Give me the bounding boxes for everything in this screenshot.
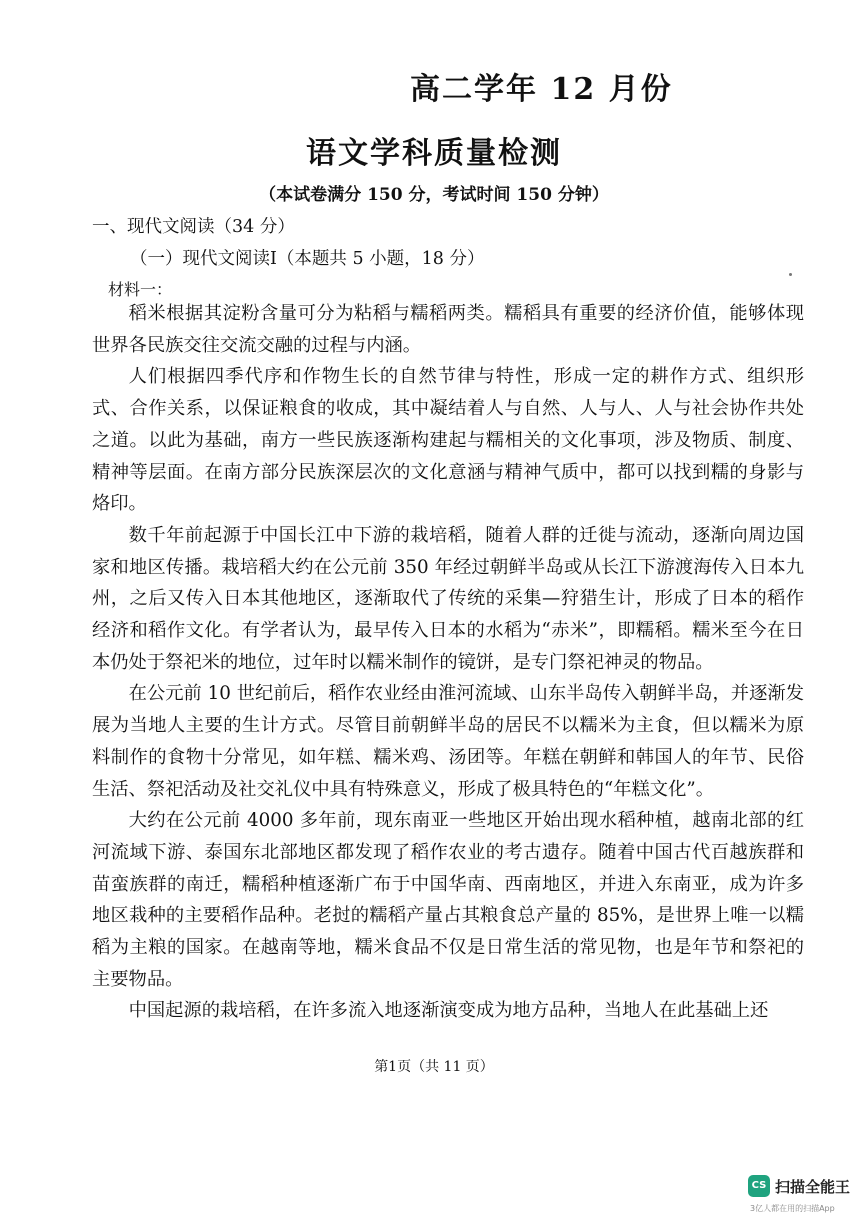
- watermark-app-name: 扫描全能王: [775, 1178, 851, 1196]
- material-label: 材料一：: [108, 280, 173, 299]
- exam-subtitle: （本试卷满分 150 分，考试时间 150 分钟）: [259, 185, 609, 205]
- reading-passage: [92, 298, 804, 1027]
- camscanner-logo-icon: CS: [748, 1175, 770, 1197]
- scan-speck: [789, 273, 792, 276]
- exam-title-line2: 语文学科质量检测: [306, 136, 562, 171]
- passage-paragraph-1: 稻米根据其淀粉含量可分为粘稻与糯稻两类。糯稻具有重要的经济价值，能够体现世界各民族交往交流交融的过程与内涵。: [92, 303, 804, 356]
- page-number: 第1页（共 11 页）: [374, 1059, 494, 1075]
- subsection-heading: （一）现代文阅读Ⅰ（本题共 5 小题，18 分）: [130, 249, 485, 269]
- scanner-watermark: [748, 1175, 866, 1221]
- exam-title-line1: 高二学年 12 月份: [410, 72, 673, 107]
- watermark-slogan: 3亿人都在用的扫描App: [750, 1204, 835, 1213]
- passage-paragraph-4: 在公元前 10 世纪前后，稻作农业经由淮河流域、山东半岛传入朝鲜半岛，并逐渐发展为当地人主要的生计方式。尽管目前朝鲜半岛的居民不以糯米为主食，但以糯米为原料制作的食物十分常见，如年糕、糯米鸡、汤团等。年糕在朝鲜和韩国人的年节、民俗生活、祭祀活动及社交礼仪中具有特殊意义，形成了极具特色的“年糕文化”。: [92, 683, 804, 800]
- passage-paragraph-5: 大约在公元前 4000 多年前，现东南亚一些地区开始出现水稻种植，越南北部的红河流域下游、泰国东北部地区都发现了稻作农业的考古遗存。随着中国古代百越族群和苗蛮族群的南迁，糯稻种植逐渐广布于中国华南、西南地区，并进入东南亚，成为许多地区栽种的主要稻作品种。老挝的糯稻产量占其粮食总产量的 85%，是世界上唯一以糯稻为主粮的国家。在越南等地，糯米食品不仅是日常生活的常见物，也是年节和祭祀的主要物品。: [92, 810, 804, 990]
- passage-paragraph-3: 数千年前起源于中国长江中下游的栽培稻，随着人群的迁徙与流动，逐渐向周边国家和地区传播。栽培稻大约在公元前 350 年经过朝鲜半岛或从长江下游渡海传入日本九州，之后又传入日本其他地区，逐渐取代了传统的采集—狩猎生计，形成了日本的稻作经济和稻作文化。有学者认为，最早传入日本的水稻为“赤米”，即糯稻。糯米至今在日本仍处于祭祀米的地位，过年时以糯米制作的镜饼，是专门祭祀神灵的物品。: [92, 524, 804, 673]
- passage-paragraph-6: 中国起源的栽培稻，在许多流入地逐渐演变成为地方品种，当地人在此基础上还: [128, 1000, 769, 1022]
- section-heading: 一、现代文阅读（34 分）: [92, 217, 295, 237]
- passage-paragraph-2: 人们根据四季代序和作物生长的自然节律与特性，形成一定的耕作方式、组织形式、合作关系，以保证粮食的收成，其中凝结着人与自然、人与人、人与社会协作共处之道。以此为基础，南方一些民族逐渐构建起与糯相关的文化事项，涉及物质、制度、精神等层面。在南方部分民族深层次的文化意涵与精神气质中，都可以找到糯的身影与烙印。: [92, 366, 804, 515]
